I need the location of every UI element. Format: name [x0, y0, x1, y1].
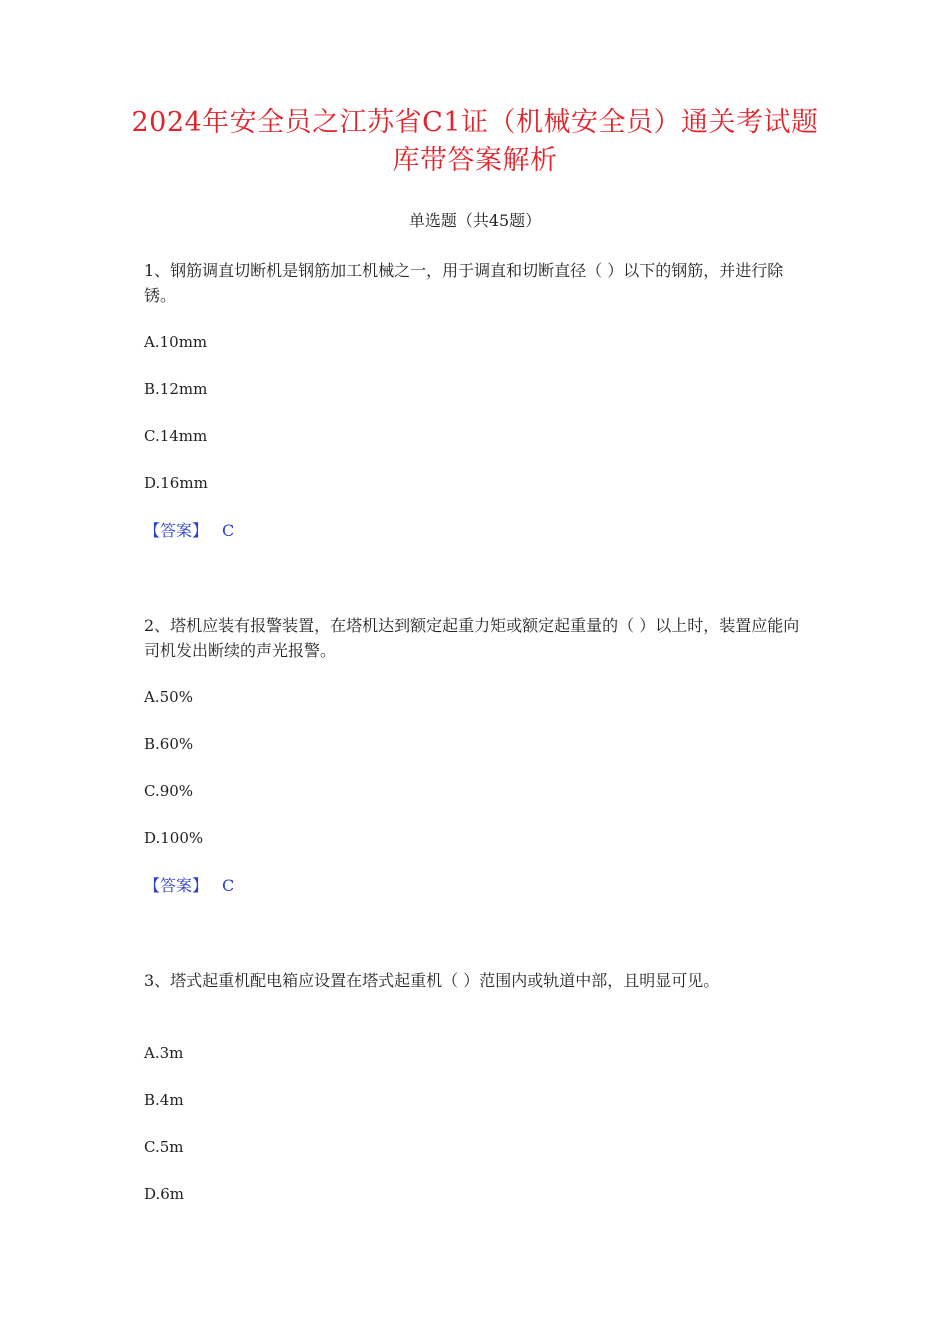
question-3-option-c: C.5m: [144, 1138, 184, 1156]
question-3-option-a: A.3m: [144, 1044, 184, 1062]
answer-label: 【答案】: [144, 876, 209, 895]
answer-value: C: [222, 876, 235, 895]
question-2-stem: 2、塔机应装有报警装置，在塔机达到额定起重力矩或额定起重量的（ ）以上时，装置应能向司机发出断续的声光报警。: [144, 616, 800, 660]
question-1-answer: [144, 519, 234, 543]
question-3-option-b: B.4m: [144, 1091, 184, 1109]
question-1-option-d: D.16mm: [144, 474, 208, 492]
question-1-option-a: A.10mm: [144, 333, 208, 351]
section-heading: 单选题（共45题）: [408, 211, 542, 230]
question-1-option-b: B.12mm: [144, 380, 208, 398]
question-2-option-d: D.100%: [144, 829, 204, 847]
document-title: 2024年安全员之江苏省C1证（机械安全员）通关考试题库带答案解析: [131, 107, 819, 176]
question-3-stem: 3、塔式起重机配电箱应设置在塔式起重机（ ）范围内或轨道中部，且明显可见。: [144, 971, 720, 990]
question-2-option-a: A.50%: [144, 688, 193, 706]
question-1-option-c: C.14mm: [144, 427, 208, 445]
question-2-option-b: B.60%: [144, 735, 194, 753]
answer-label: 【答案】: [144, 521, 209, 540]
answer-value: C: [222, 521, 235, 540]
question-3-option-d: D.6m: [144, 1185, 185, 1203]
question-2-option-c: C.90%: [144, 782, 194, 800]
question-2-answer: [144, 874, 234, 898]
question-1-stem: 1、钢筋调直切断机是钢筋加工机械之一，用于调直和切断直径（ ）以下的钢筋，并进行除锈。: [144, 261, 784, 305]
